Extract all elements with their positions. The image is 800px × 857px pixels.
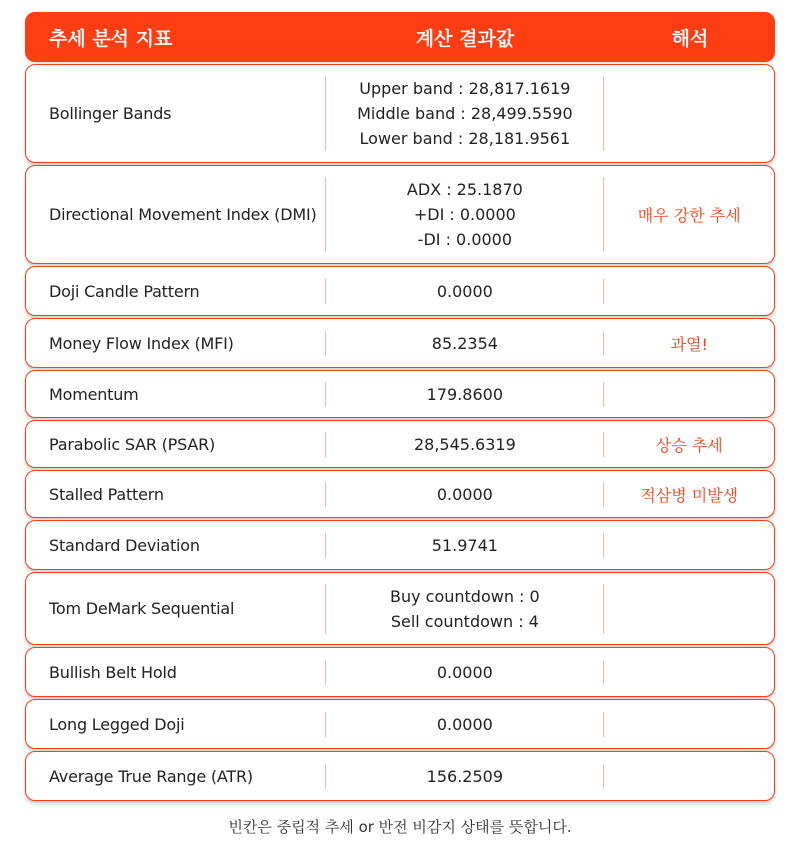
result-value-line: 179.8600: [426, 384, 504, 404]
result-value-line: Lower band : 28,181.9561: [359, 129, 571, 148]
result-value-line: 0.0000: [436, 281, 493, 301]
indicator-name: Parabolic SAR (PSAR): [49, 434, 216, 454]
table-row: [25, 647, 775, 697]
result-value-line: Middle band : 28,499.5590: [357, 104, 573, 123]
result-values: [325, 482, 604, 507]
header-interpretation: 해석: [671, 27, 709, 50]
result-value-line: 0.0000: [436, 662, 493, 682]
table-row: [25, 572, 775, 645]
result-values: [325, 76, 604, 151]
indicator-name: Tom DeMark Sequential: [49, 599, 235, 618]
interpretation: 상승 추세: [655, 435, 723, 455]
result-value-line: 0.0000: [436, 484, 493, 504]
table-row: [25, 370, 775, 418]
indicator-name: Bullish Belt Hold: [49, 662, 177, 682]
table-row: [25, 318, 775, 368]
header-result: 계산 결과값: [415, 27, 515, 50]
footnote: 빈칸은 중립적 추세 or 반전 비감지 상태를 뜻합니다.: [228, 818, 572, 836]
interpretation: 매우 강한 추세: [637, 206, 741, 225]
indicator-name: Average True Range (ATR): [49, 766, 253, 786]
indicator-name: Standard Deviation: [49, 535, 200, 555]
result-values: [325, 533, 604, 558]
table-body: [25, 64, 775, 801]
result-value-line: Upper band : 28,817.1619: [359, 79, 571, 98]
indicator-name: Bollinger Bands: [49, 104, 172, 123]
table-row: [25, 699, 775, 749]
interpretation: 과열!: [670, 334, 708, 354]
interpretation: 적삼병 미발생: [640, 485, 739, 505]
result-values: [325, 432, 604, 457]
indicator-name: Momentum: [49, 384, 139, 404]
table-row: [25, 470, 775, 518]
table-row: [25, 420, 775, 468]
result-values: [325, 660, 604, 685]
result-values: [325, 331, 604, 356]
indicator-name: Money Flow Index (MFI): [49, 333, 234, 353]
result-values: [325, 712, 604, 737]
indicator-name: Stalled Pattern: [49, 484, 164, 504]
table-header: [25, 12, 775, 62]
result-values: [325, 764, 604, 789]
result-value-line: Buy countdown : 0: [389, 586, 540, 606]
result-values: [325, 177, 604, 252]
table-row: [25, 64, 775, 163]
result-values: [325, 382, 604, 407]
indicator-name: Doji Candle Pattern: [49, 281, 200, 301]
table-row: [25, 165, 775, 264]
result-value-line: 28,545.6319: [413, 434, 516, 454]
result-value-line: ADX : 25.1870: [406, 180, 523, 199]
result-value-line: 0.0000: [436, 714, 493, 734]
indicator-name: Long Legged Doji: [49, 714, 185, 734]
result-values: [325, 584, 604, 634]
table-row: [25, 751, 775, 801]
header-indicator: 추세 분석 지표: [49, 27, 173, 50]
indicator-name: Directional Movement Index (DMI): [49, 205, 317, 224]
table-row: [25, 520, 775, 570]
indicator-table: [25, 12, 775, 801]
result-value-line: 85.2354: [431, 333, 498, 353]
table-row: [25, 266, 775, 316]
result-value-line: Sell countdown : 4: [390, 611, 539, 631]
result-value-line: -DI : 0.0000: [417, 230, 513, 249]
result-value-line: 51.9741: [431, 535, 498, 555]
result-value-line: 156.2509: [426, 766, 504, 786]
result-value-line: +DI : 0.0000: [413, 205, 516, 224]
result-values: [325, 279, 604, 304]
